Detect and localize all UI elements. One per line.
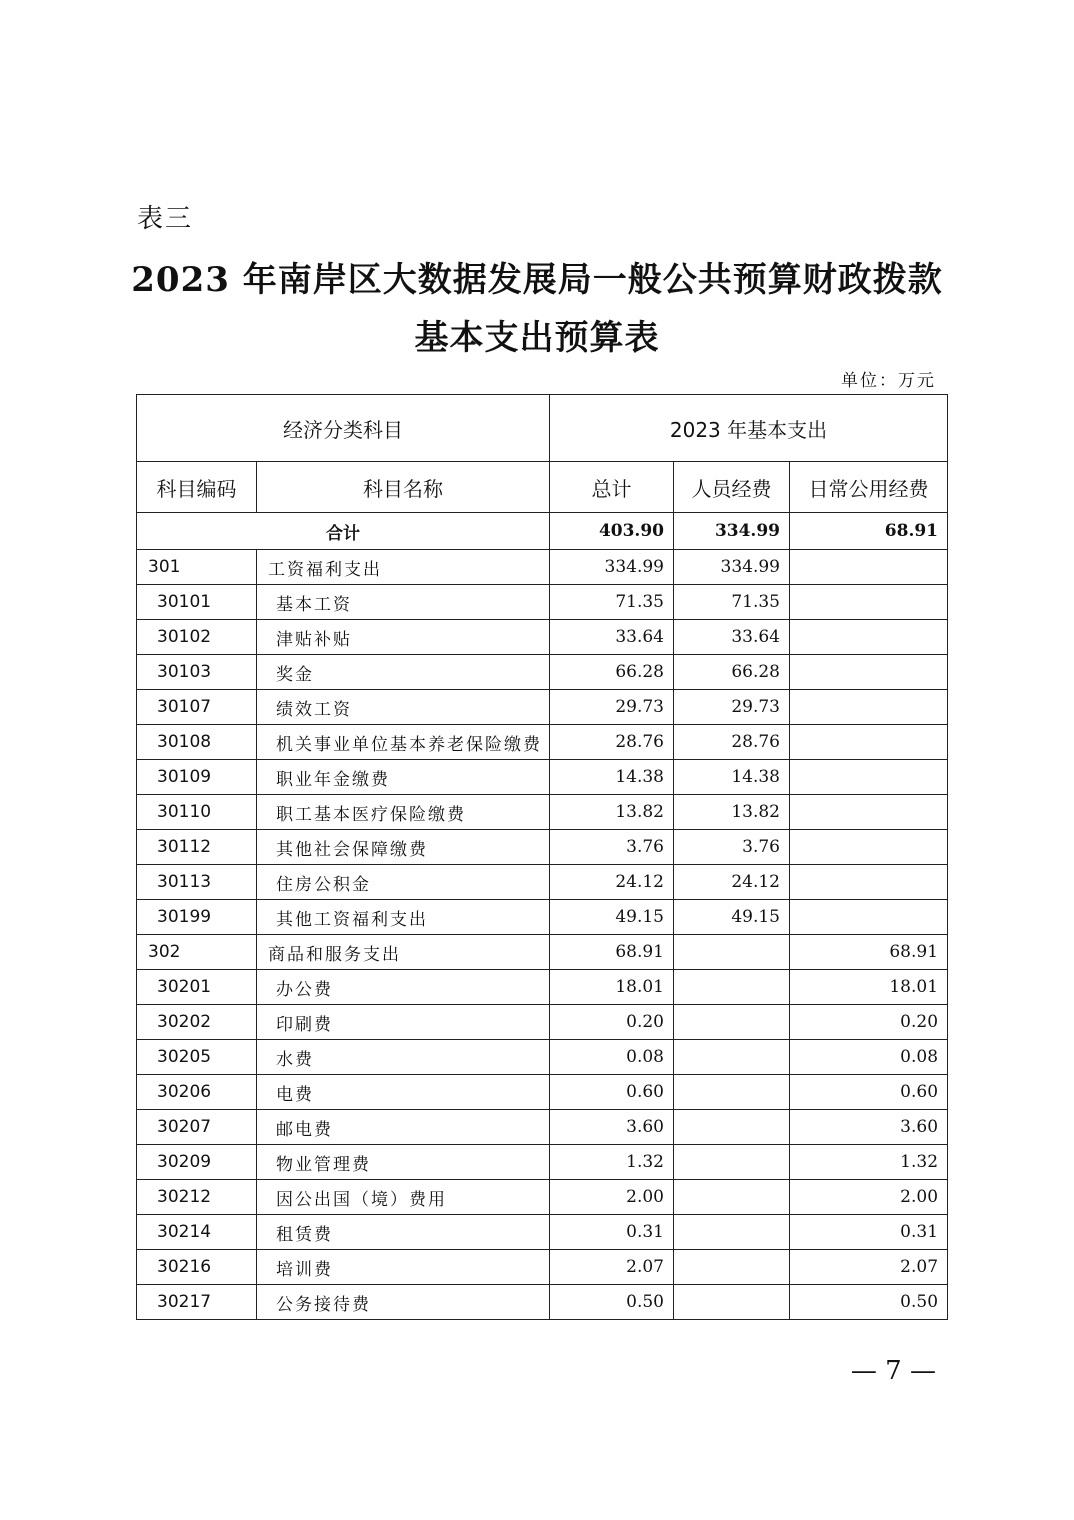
public-cell — [790, 620, 948, 655]
code-cell: 30199 — [137, 900, 257, 935]
table-row — [137, 970, 948, 1005]
table-row — [137, 830, 948, 865]
code-cell: 30206 — [137, 1075, 257, 1110]
total-cell: 14.38 — [550, 760, 674, 795]
name-cell: 电费 — [257, 1075, 550, 1110]
code-cell: 30108 — [137, 725, 257, 760]
page-number: — 7 — — [850, 1356, 936, 1386]
total-cell: 2.07 — [550, 1250, 674, 1285]
code-column-header: 科目编码 — [137, 462, 257, 513]
public-cell — [790, 690, 948, 725]
public-cell: 18.01 — [790, 970, 948, 1005]
name-cell: 机关事业单位基本养老保险缴费 — [257, 725, 550, 760]
total-cell: 29.73 — [550, 690, 674, 725]
name-cell: 印刷费 — [257, 1005, 550, 1040]
total-cell: 1.32 — [550, 1145, 674, 1180]
code-cell: 30202 — [137, 1005, 257, 1040]
table-label: 表三 — [137, 204, 194, 234]
name-cell: 津贴补贴 — [257, 620, 550, 655]
total-cell: 334.99 — [550, 550, 674, 585]
name-cell: 水费 — [257, 1040, 550, 1075]
personnel-cell — [674, 1145, 790, 1180]
total-label: 合计 — [137, 513, 550, 550]
public-cell: 0.20 — [790, 1005, 948, 1040]
name-cell: 培训费 — [257, 1250, 550, 1285]
code-cell: 30110 — [137, 795, 257, 830]
personnel-cell — [674, 1285, 790, 1320]
personnel-cell: 14.38 — [674, 760, 790, 795]
public-cell: 2.07 — [790, 1250, 948, 1285]
name-cell: 其他工资福利支出 — [257, 900, 550, 935]
total-personnel-cell: 334.99 — [674, 513, 790, 550]
code-cell: 301 — [137, 550, 257, 585]
personnel-cell: 71.35 — [674, 585, 790, 620]
code-cell: 30102 — [137, 620, 257, 655]
table-row — [137, 1075, 948, 1110]
code-cell: 30209 — [137, 1145, 257, 1180]
table-row — [137, 725, 948, 760]
personnel-cell: 24.12 — [674, 865, 790, 900]
code-cell: 30201 — [137, 970, 257, 1005]
name-cell: 邮电费 — [257, 1110, 550, 1145]
personnel-cell: 334.99 — [674, 550, 790, 585]
name-cell: 奖金 — [257, 655, 550, 690]
table-row — [137, 620, 948, 655]
code-cell: 30212 — [137, 1180, 257, 1215]
total-row — [137, 513, 948, 550]
code-cell: 30207 — [137, 1110, 257, 1145]
public-cell: 0.50 — [790, 1285, 948, 1320]
total-cell: 49.15 — [550, 900, 674, 935]
public-cell — [790, 830, 948, 865]
group-header-row — [137, 395, 948, 462]
table-row — [137, 935, 948, 970]
code-cell: 30205 — [137, 1040, 257, 1075]
econ-class-header: 经济分类科目 — [137, 395, 550, 462]
total-cell: 0.08 — [550, 1040, 674, 1075]
total-public-cell: 68.91 — [790, 513, 948, 550]
total-cell: 33.64 — [550, 620, 674, 655]
table-row — [137, 1145, 948, 1180]
unit-note: 单位：万元 — [841, 371, 936, 391]
table-row — [137, 1250, 948, 1285]
total-cell: 24.12 — [550, 865, 674, 900]
public-cell: 68.91 — [790, 935, 948, 970]
personnel-cell: 33.64 — [674, 620, 790, 655]
personnel-cell: 49.15 — [674, 900, 790, 935]
table-row — [137, 865, 948, 900]
public-cell: 2.00 — [790, 1180, 948, 1215]
total-sum-cell: 403.90 — [550, 513, 674, 550]
public-cell: 0.31 — [790, 1215, 948, 1250]
public-cell: 0.08 — [790, 1040, 948, 1075]
name-cell: 办公费 — [257, 970, 550, 1005]
table-row — [137, 760, 948, 795]
total-cell: 2.00 — [550, 1180, 674, 1215]
public-cell — [790, 795, 948, 830]
basic-expense-header: 2023 年基本支出 — [550, 395, 948, 462]
public-cell: 0.60 — [790, 1075, 948, 1110]
total-cell: 68.91 — [550, 935, 674, 970]
public-cell — [790, 760, 948, 795]
column-header-row — [137, 462, 948, 513]
name-cell: 绩效工资 — [257, 690, 550, 725]
table-row — [137, 655, 948, 690]
code-cell: 30112 — [137, 830, 257, 865]
personnel-cell — [674, 1040, 790, 1075]
budget-table — [136, 394, 948, 1320]
table-row — [137, 1040, 948, 1075]
name-column-header: 科目名称 — [257, 462, 550, 513]
code-cell: 302 — [137, 935, 257, 970]
public-cell — [790, 655, 948, 690]
public-cell — [790, 900, 948, 935]
table-row — [137, 1005, 948, 1040]
name-cell: 其他社会保障缴费 — [257, 830, 550, 865]
personnel-cell — [674, 970, 790, 1005]
personnel-cell — [674, 1005, 790, 1040]
total-cell: 71.35 — [550, 585, 674, 620]
code-cell: 30109 — [137, 760, 257, 795]
personnel-cell: 66.28 — [674, 655, 790, 690]
personnel-cell — [674, 1180, 790, 1215]
code-cell: 30107 — [137, 690, 257, 725]
personnel-cell: 28.76 — [674, 725, 790, 760]
table-row — [137, 1285, 948, 1320]
code-cell: 30101 — [137, 585, 257, 620]
name-cell: 基本工资 — [257, 585, 550, 620]
personnel-cell: 3.76 — [674, 830, 790, 865]
personnel-cell — [674, 1110, 790, 1145]
personnel-cell: 13.82 — [674, 795, 790, 830]
total-cell: 3.76 — [550, 830, 674, 865]
table-row — [137, 550, 948, 585]
public-cell: 3.60 — [790, 1110, 948, 1145]
table-row — [137, 690, 948, 725]
total-cell: 3.60 — [550, 1110, 674, 1145]
name-cell: 物业管理费 — [257, 1145, 550, 1180]
total-cell: 0.60 — [550, 1075, 674, 1110]
name-cell: 工资福利支出 — [257, 550, 550, 585]
total-cell: 18.01 — [550, 970, 674, 1005]
personnel-cell — [674, 1250, 790, 1285]
total-cell: 0.20 — [550, 1005, 674, 1040]
total-cell: 0.31 — [550, 1215, 674, 1250]
table-row — [137, 1110, 948, 1145]
table-row — [137, 1215, 948, 1250]
page-title: 2023 年南岸区大数据发展局一般公共预算财政拨款 — [131, 260, 943, 300]
table-row — [137, 900, 948, 935]
public-cell — [790, 585, 948, 620]
total-column-header: 总计 — [550, 462, 674, 513]
total-cell: 28.76 — [550, 725, 674, 760]
name-cell: 因公出国（境）费用 — [257, 1180, 550, 1215]
name-cell: 职业年金缴费 — [257, 760, 550, 795]
code-cell: 30113 — [137, 865, 257, 900]
name-cell: 商品和服务支出 — [257, 935, 550, 970]
total-cell: 13.82 — [550, 795, 674, 830]
personnel-cell — [674, 1215, 790, 1250]
name-cell: 职工基本医疗保险缴费 — [257, 795, 550, 830]
name-cell: 住房公积金 — [257, 865, 550, 900]
public-cell — [790, 725, 948, 760]
table-row — [137, 795, 948, 830]
public-cell: 1.32 — [790, 1145, 948, 1180]
personnel-cell — [674, 1075, 790, 1110]
code-cell: 30217 — [137, 1285, 257, 1320]
personnel-column-header: 人员经费 — [674, 462, 790, 513]
total-cell: 66.28 — [550, 655, 674, 690]
public-column-header: 日常公用经费 — [790, 462, 948, 513]
personnel-cell: 29.73 — [674, 690, 790, 725]
name-cell: 公务接待费 — [257, 1285, 550, 1320]
total-cell: 0.50 — [550, 1285, 674, 1320]
table-row — [137, 585, 948, 620]
public-cell — [790, 550, 948, 585]
code-cell: 30216 — [137, 1250, 257, 1285]
code-cell: 30214 — [137, 1215, 257, 1250]
code-cell: 30103 — [137, 655, 257, 690]
public-cell — [790, 865, 948, 900]
table-row — [137, 1180, 948, 1215]
page-subtitle: 基本支出预算表 — [414, 318, 660, 358]
name-cell: 租赁费 — [257, 1215, 550, 1250]
personnel-cell — [674, 935, 790, 970]
